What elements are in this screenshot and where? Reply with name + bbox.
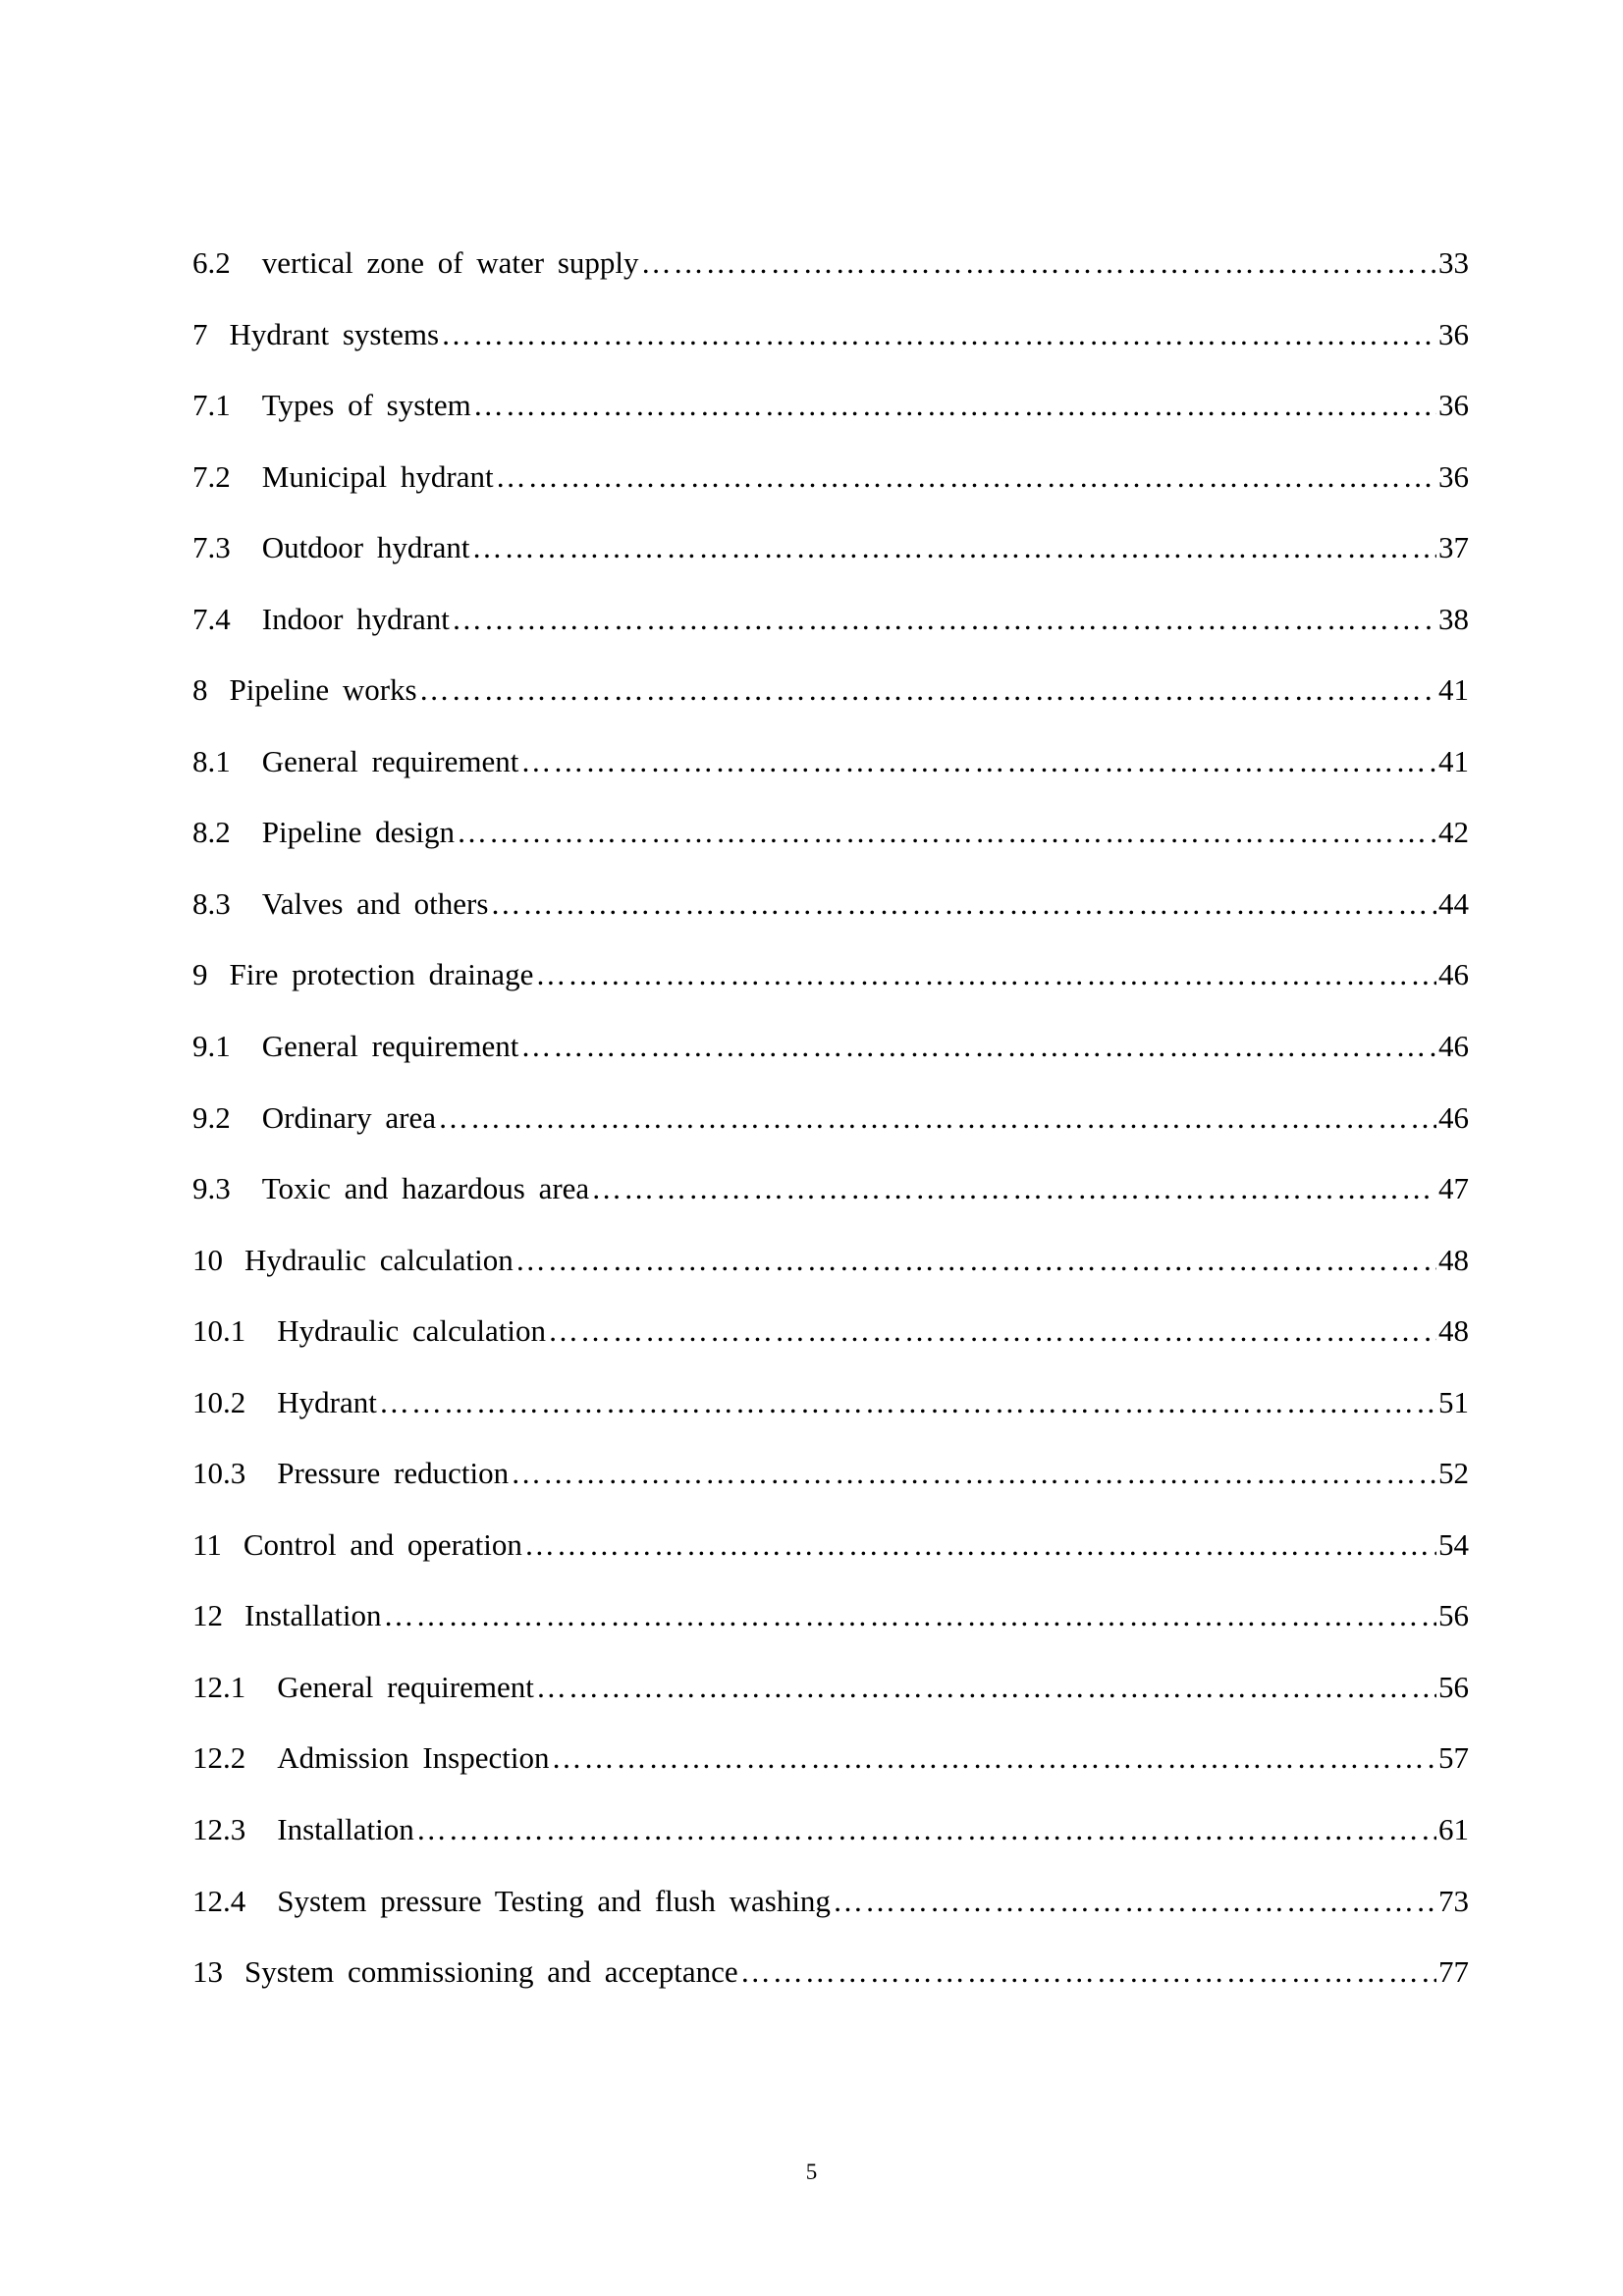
toc-entry-title: Hydrant systems <box>229 316 440 351</box>
toc-entry <box>192 247 1469 319</box>
toc-entry <box>192 458 1469 533</box>
toc-entry-page: 42 <box>1438 815 1469 850</box>
toc-entry <box>192 1242 1469 1316</box>
toc-entry <box>192 1814 1469 1886</box>
toc-entry-number: 12 <box>192 1598 223 1633</box>
toc-entry-title: Hydrant <box>277 1384 377 1419</box>
toc-entry-page: 47 <box>1438 1171 1469 1206</box>
toc-entry <box>192 743 1469 818</box>
toc-dot-leader <box>496 461 1436 492</box>
toc-entry-title: vertical zone of water supply <box>261 245 639 280</box>
toc-entry <box>192 1883 1469 1957</box>
toc-entry-page: 57 <box>1438 1740 1469 1776</box>
toc-entry-page: 51 <box>1438 1384 1469 1419</box>
toc-entry-number: 12.4 <box>192 1883 246 1918</box>
toc-dot-leader <box>591 1173 1436 1203</box>
toc-entry-number: 7 <box>192 316 208 351</box>
toc-entry-number: 12.1 <box>192 1669 246 1704</box>
toc-entry-title: Fire protection drainage <box>229 957 534 992</box>
toc-entry-number: 7.2 <box>192 458 231 494</box>
toc-entry-number: 8 <box>192 672 208 708</box>
toc-entry-number: 10.3 <box>192 1456 246 1491</box>
toc-dot-leader <box>535 959 1436 989</box>
toc-entry <box>192 674 1469 746</box>
toc-entry-title: Pipeline design <box>261 815 456 850</box>
toc-dot-leader <box>548 1315 1436 1346</box>
toc-entry-page: 36 <box>1438 388 1469 423</box>
toc-dot-leader <box>472 532 1436 562</box>
toc-dot-leader <box>511 1458 1436 1488</box>
toc-dot-leader <box>438 1102 1436 1133</box>
toc-entry-page: 41 <box>1438 672 1469 708</box>
toc-entry-number: 6.2 <box>192 245 231 280</box>
table-of-contents <box>192 247 1469 2028</box>
toc-dot-leader <box>473 390 1436 420</box>
toc-entry-title: Outdoor hydrant <box>261 530 470 565</box>
toc-entry-number: 9.3 <box>192 1171 231 1206</box>
toc-dot-leader <box>552 1742 1437 1773</box>
toc-entry <box>192 817 1469 888</box>
toc-entry-page: 54 <box>1438 1526 1469 1562</box>
toc-entry-number: 10.2 <box>192 1384 246 1419</box>
toc-entry-number: 12.3 <box>192 1812 246 1847</box>
toc-entry-page: 46 <box>1438 1029 1469 1064</box>
toc-dot-leader <box>520 1031 1436 1061</box>
toc-entry <box>192 601 1469 675</box>
toc-entry-page: 36 <box>1438 316 1469 351</box>
toc-dot-leader <box>419 674 1436 705</box>
toc-dot-leader <box>536 1672 1436 1702</box>
toc-entry <box>192 1956 1469 2028</box>
toc-entry <box>192 316 1469 391</box>
toc-entry-page: 37 <box>1438 530 1469 565</box>
toc-entry-number: 9.1 <box>192 1029 231 1064</box>
toc-dot-leader <box>457 817 1436 847</box>
toc-entry-title: Hydraulic calculation <box>244 1242 514 1277</box>
toc-entry-page: 44 <box>1438 885 1469 921</box>
toc-dot-leader <box>641 247 1436 278</box>
toc-entry-title: Valves and others <box>261 885 489 921</box>
toc-entry <box>192 1099 1469 1174</box>
toc-dot-leader <box>383 1600 1436 1630</box>
toc-entry-number: 7.4 <box>192 601 231 636</box>
toc-dot-leader <box>833 1886 1436 1916</box>
toc-entry-number: 8.1 <box>192 743 231 778</box>
toc-entry-title: System commissioning and acceptance <box>244 1954 738 1990</box>
toc-dot-leader <box>524 1529 1436 1560</box>
toc-entry-page: 61 <box>1438 1812 1469 1847</box>
toc-entry-page: 38 <box>1438 601 1469 636</box>
toc-entry-title: Pressure reduction <box>277 1456 510 1491</box>
toc-dot-leader <box>379 1387 1436 1417</box>
toc-entry-page: 56 <box>1438 1669 1469 1704</box>
toc-entry-number: 8.2 <box>192 815 231 850</box>
toc-dot-leader <box>515 1245 1436 1275</box>
toc-entry-number: 7.3 <box>192 530 231 565</box>
toc-entry-title: Installation <box>244 1598 382 1633</box>
toc-entry-page: 33 <box>1438 245 1469 280</box>
toc-entry <box>192 959 1469 1031</box>
toc-entry-title: Ordinary area <box>261 1099 437 1135</box>
toc-entry-number: 9 <box>192 957 208 992</box>
toc-entry-number: 10.1 <box>192 1313 246 1349</box>
toc-entry-page: 77 <box>1438 1954 1469 1990</box>
toc-entry-title: Control and operation <box>243 1526 522 1562</box>
toc-entry-title: Installation <box>277 1812 414 1847</box>
toc-entry-title: General requirement <box>277 1669 534 1704</box>
toc-entry-number: 12.2 <box>192 1740 246 1776</box>
toc-entry-number: 9.2 <box>192 1099 231 1135</box>
toc-entry <box>192 1173 1469 1245</box>
toc-entry <box>192 1600 1469 1672</box>
toc-entry-title: Indoor hydrant <box>261 601 450 636</box>
toc-entry-page: 48 <box>1438 1242 1469 1277</box>
toc-entry-page: 46 <box>1438 1099 1469 1135</box>
toc-entry-page: 56 <box>1438 1598 1469 1633</box>
toc-entry-title: Admission Inspection <box>277 1740 550 1776</box>
toc-entry-number: 7.1 <box>192 388 231 423</box>
toc-entry-title: System pressure Testing and flush washing <box>277 1883 831 1918</box>
toc-dot-leader <box>740 1956 1436 1987</box>
toc-entry-page: 46 <box>1438 957 1469 992</box>
toc-entry-number: 8.3 <box>192 885 231 921</box>
page-number: 5 <box>805 2160 818 2184</box>
toc-entry-number: 10 <box>192 1242 223 1277</box>
toc-entry <box>192 532 1469 604</box>
toc-dot-leader <box>441 319 1436 349</box>
toc-entry <box>192 885 1469 960</box>
toc-entry <box>192 1031 1469 1102</box>
toc-entry-page: 52 <box>1438 1456 1469 1491</box>
toc-dot-leader <box>452 604 1436 634</box>
toc-entry-title: General requirement <box>261 1029 519 1064</box>
toc-entry <box>192 1669 1469 1743</box>
toc-dot-leader <box>416 1814 1436 1844</box>
toc-entry-title: Hydraulic calculation <box>277 1313 546 1349</box>
toc-entry <box>192 1742 1469 1814</box>
toc-entry-page: 41 <box>1438 743 1469 778</box>
toc-entry-number: 13 <box>192 1954 223 1990</box>
toc-entry-title: Toxic and hazardous area <box>261 1171 590 1206</box>
toc-entry <box>192 390 1469 461</box>
toc-entry <box>192 1458 1469 1529</box>
toc-entry-title: Municipal hydrant <box>261 458 494 494</box>
toc-entry-title: Pipeline works <box>229 672 417 708</box>
toc-entry <box>192 1526 1469 1601</box>
toc-entry <box>192 1384 1469 1459</box>
toc-entry-page: 73 <box>1438 1883 1469 1918</box>
toc-entry-page: 36 <box>1438 458 1469 494</box>
toc-dot-leader <box>490 888 1436 919</box>
toc-entry-title: Types of system <box>261 388 471 423</box>
toc-entry-number: 11 <box>192 1526 222 1562</box>
toc-dot-leader <box>520 746 1436 776</box>
toc-entry-title: General requirement <box>261 743 519 778</box>
toc-entry-page: 48 <box>1438 1313 1469 1349</box>
toc-entry <box>192 1315 1469 1387</box>
